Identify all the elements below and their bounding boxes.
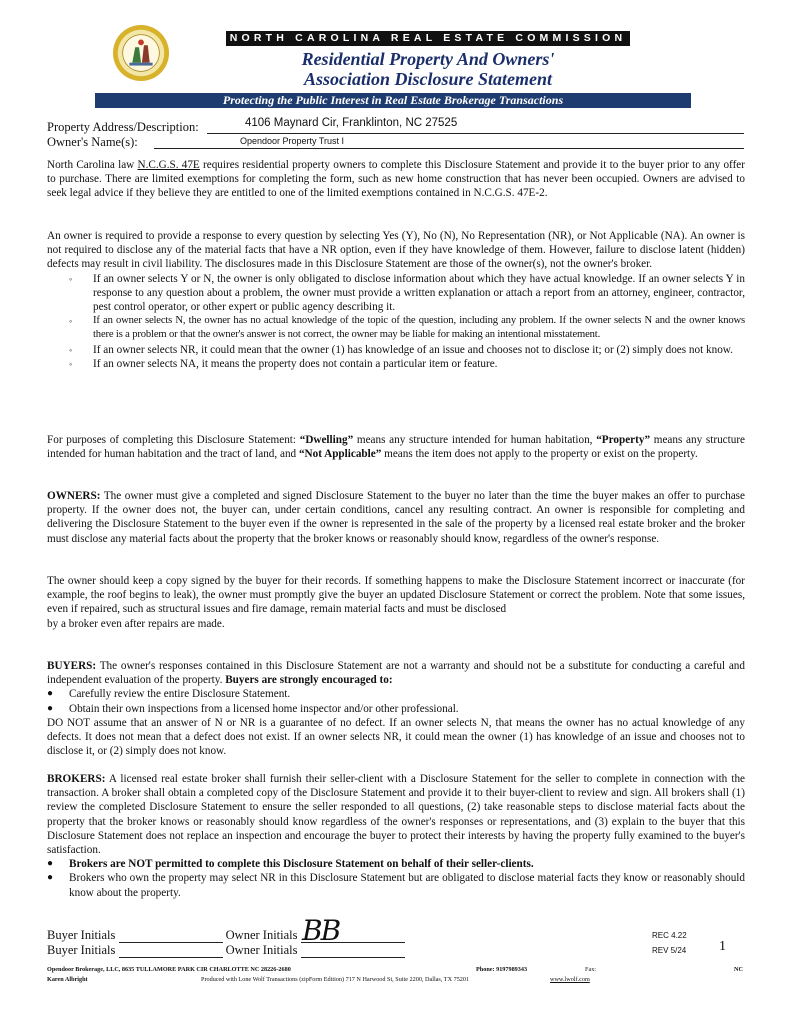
page-number: 1 — [719, 939, 726, 954]
term-not-applicable: “Not Applicable” — [298, 448, 382, 461]
bullet-icon: ◦ — [69, 316, 73, 327]
bullet-text: Brokers who own the property may select NR in this Disclosure Statement but are obligated to disclose material facts they know or reasonably should know about the property. — [69, 872, 745, 899]
list-item — [47, 871, 745, 899]
initials-row-1 — [47, 928, 405, 943]
bullet-icon: ● — [47, 858, 54, 870]
owners-paragraph — [47, 489, 745, 546]
initials-row-2 — [47, 943, 405, 958]
commission-seal-icon — [112, 24, 170, 82]
form-code-rev: REV 5/24 — [652, 946, 687, 955]
form-code-rec: REC 4.22 — [652, 931, 687, 940]
footer-phone — [476, 966, 527, 973]
bullet-text: Obtain their own inspections from a licensed home inspector and/or other professional. — [69, 702, 459, 715]
bullet-text: Carefully review the entire Disclosure Statement. — [69, 688, 291, 701]
buyer-initials-field[interactable] — [119, 930, 223, 943]
response-paragraph — [47, 229, 745, 371]
copy-paragraph — [47, 574, 745, 631]
form-title-line1: Residential Property And Owners' — [301, 49, 555, 69]
buyer-initials-field[interactable] — [119, 945, 223, 958]
brokers-bullet-list — [47, 857, 745, 900]
buyers-paragraph — [47, 659, 745, 758]
buyer-initials-label: Buyer Initials — [47, 943, 116, 957]
buyers-heading: BUYERS: — [47, 660, 97, 672]
intro-text-start: North Carolina law — [47, 159, 135, 171]
owner-label: Owner's Name(s): — [47, 135, 138, 149]
brokers-heading: BROKERS: — [47, 773, 106, 785]
bullet-icon: ◦ — [69, 273, 73, 284]
footer-company — [47, 966, 291, 973]
bullet-text: If an owner selects Y or N, the owner is only obligated to disclose information about which they have actual knowledge. If an owner selects Y in response to any question about a problem, the owner must provide a written explanation or attach a report from an attorney, engineer, contractor, pest control operator, or other expert or public agency describing it. — [93, 272, 745, 314]
list-item — [47, 272, 745, 315]
footer-state — [734, 966, 743, 973]
owners-heading: OWNERS: — [47, 490, 101, 502]
bullet-text: Brokers are NOT permitted to complete this Disclosure Statement on behalf of their seller-clients. — [69, 858, 534, 871]
list-item — [47, 314, 745, 342]
address-row — [47, 120, 199, 135]
buyers-note: DO NOT assume that an answer of N or NR is a guarantee of no defect. If an owner selects N, that means the owner has no actual knowledge of any defects. It does not mean that a defect does not exist. If an owner selects NR, it could mean the owner (1) has knowledge of an issue and chooses not to disclose it, or (2) simply does not know. — [47, 716, 745, 758]
term-dwelling: “Dwelling” — [299, 434, 354, 446]
footer-produced: Produced with Lone Wolf Transactions (zipForm Edition) 717 N Harwood St, Suite 2200, Dallas, TX 75201 — [201, 976, 470, 983]
footer-fax: Fax: — [585, 966, 597, 973]
statute-link[interactable]: N.C.G.S. 47E — [137, 159, 200, 171]
footer-company-text: Opendoor Brokerage, LLC, 8635 TULLAMORE PARK CIR CHARLOTTE NC 28226-2680 — [47, 966, 291, 973]
copy-text-end: by a broker even after repairs are made. — [47, 617, 225, 630]
address-value[interactable]: 4106 Maynard Cir, Franklinton, NC 27525 — [245, 117, 458, 129]
bullet-icon: ● — [47, 688, 54, 700]
intro-text-rest: requires residential property owners to complete this Disclosure Statement and provide it to the buyer prior to any offer to purchase. There are limited exemptions for completing the form, such as new home construction that has never been occupied. Owners are advised to seek legal advice if they believe they are entitled to one of the limited exemptions contained in N.C.G.S. 47E-2. — [47, 159, 746, 200]
copy-text: The owner should keep a copy signed by the buyer for their records. If something happens to make the Disclosure Statement incorrect or inaccurate (for example, the roof begins to leak), the owner must promptly give the buyer an updated Disclosure Statement or correct the problem. Note that some issues, even if repaired, such as structural issues and fire damage, remain material facts and must be disclosed — [47, 575, 745, 616]
intro-paragraph — [47, 158, 745, 201]
owners-text: The owner must give a completed and signed Disclosure Statement to the buyer no later than the time the buyer makes an offer to purchase property. If the owner does not, the buyer can, under certain conditions, cancel any resulting contract. An owner is responsible for completing and delivering the Disclosure Statement to the buyer even if the owner is represented in the sale of the property by a licensed real estate broker and the broker must disclose any material facts about the property that the broker knows or reasonably should know, regardless of the owner's response. — [47, 490, 745, 545]
bullet-text: If an owner selects NR, it could mean that the owner (1) has knowledge of an issue and chooses not to disclose it; or (2) simply does not know. — [93, 343, 733, 356]
buyers-encourage: Buyers are strongly encouraged to: — [225, 674, 393, 687]
buyer-initials-label: Buyer Initials — [47, 928, 116, 942]
definitions-text: means any structure intended for human habitation and the tract of land, and — [47, 434, 746, 461]
list-item — [47, 702, 745, 716]
owner-value[interactable]: Opendoor Property Trust I — [240, 136, 345, 146]
bullet-text: If an owner selects NA, it means the property does not contain a particular item or feature. — [93, 357, 498, 370]
definitions-text: means any structure intended for human habitation, — [356, 434, 593, 446]
list-item — [47, 343, 745, 357]
list-item — [47, 357, 745, 371]
list-item — [47, 687, 745, 701]
footer-phone-text: Phone: 9197989343 — [476, 966, 528, 973]
definitions-paragraph — [47, 433, 745, 461]
response-bullet-list — [47, 272, 745, 371]
footer-url-link[interactable]: www.lwolf.com — [550, 976, 590, 983]
tagline-bar: Protecting the Public Interest in Real Estate Brokerage Transactions — [95, 93, 691, 108]
term-property: “Property” — [596, 434, 651, 446]
footer-agent-text: Karen Albright — [47, 976, 88, 983]
buyers-text: The owner's responses contained in this Disclosure Statement are not a warranty and should not be a substitute for conducting a careful and independent evaluation of the property. — [47, 660, 745, 687]
form-title-line2: Association Disclosure Statement — [303, 69, 553, 89]
bullet-icon: ◦ — [69, 344, 73, 355]
buyers-bullet-list — [47, 687, 745, 715]
brokers-paragraph — [47, 772, 745, 900]
owner-signature: BB — [302, 914, 340, 947]
owner-row — [47, 135, 138, 150]
bullet-text: If an owner selects N, the owner has no actual knowledge of the topic of the question, including any problem. If the owner selects N and the owner knows there is a problem or that the owner's answer is not correct, the owner may be liable for making an intentional misstatement. — [93, 315, 745, 341]
list-item — [47, 857, 745, 871]
commission-banner: NORTH CAROLINA REAL ESTATE COMMISSION — [226, 31, 630, 46]
response-text: An owner is required to provide a response to every question by selecting Yes (Y), No (N), No Representation (NR), or Not Applicable (NA). An owner is not required to disclose any of the material facts that have a NR option, even if they have knowledge of them. However, failure to disclose latent (hidden) defects may result in civil liability. The disclosures made in this Disclosure Statement are those of the owner(s), not the owner's broker. — [47, 230, 745, 271]
owner-initials-label: Owner Initials — [225, 943, 298, 957]
bullet-icon: ◦ — [69, 358, 73, 369]
owner-initials-label: Owner Initials — [225, 928, 298, 942]
bullet-icon: ● — [47, 702, 54, 714]
address-label: Property Address/Description: — [47, 120, 199, 134]
definitions-text: means the item does not apply to the property or exist on the property. — [384, 448, 698, 461]
definitions-text: For purposes of completing this Disclosure Statement: — [47, 434, 297, 446]
brokers-text: A licensed real estate broker shall furnish their seller-client with a Disclosure Statement for the seller to complete in connection with the transaction. A broker shall obtain a completed copy of the Disclosure Statement and provide it to their buyer-client to review and sign. All brokers shall (1) review the completed Disclosure Statement to ensure the seller responded to all questions, (2) take reasonable steps to disclose material facts about the property that the broker knows or reasonably should know regardless of the owner's responses or representations, and (3) explain to the buyer that this Disclosure Statement does not replace an inspection and encourage the buyer to protect their interests by having the property fully examined to the buyer's satisfaction. — [47, 773, 746, 857]
bullet-icon: ● — [47, 872, 54, 884]
footer-agent — [47, 976, 88, 983]
footer-state-text: NC — [734, 966, 743, 973]
